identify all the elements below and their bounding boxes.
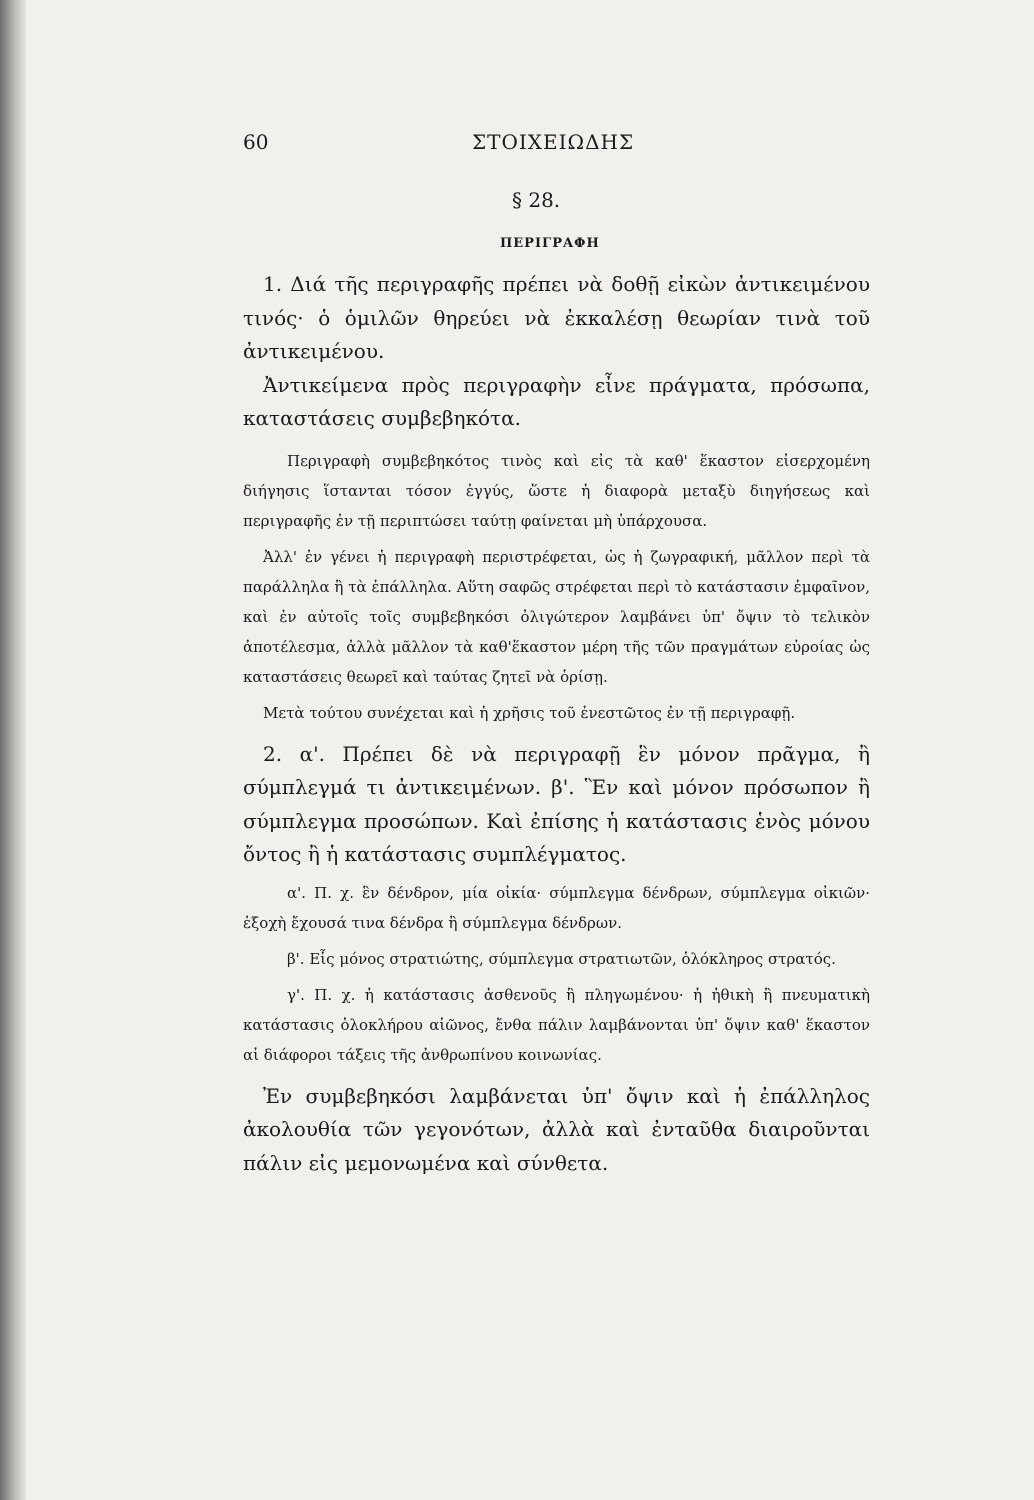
paragraph-2: Ἀντικείμενα πρὸς περιγραφὴν εἶνε πράγματα, πρόσωπα, καταστάσεις συμβεβηκότα. [243,372,870,430]
body-text [243,268,870,1180]
paragraph-10: Ἐν συμβεβηκόσι λαμβάνεται ὑπ' ὄψιν καὶ ἡ ἐπάλληλος ἀκολουθία τῶν γεγονότων, ἀλλὰ καὶ ἐνταῦθα διαιροῦνται πάλιν εἰς μεμονωμένα καὶ σύνθετα. [243,1083,870,1175]
section-number: § 28. [512,188,561,212]
paragraph-4: Ἀλλ' ἐν γένει ἡ περιγραφὴ περιστρέφεται, ὡς ἡ ζωγραφική, μᾶλλον περὶ τὰ παράλληλα ἢ τὰ ἐπάλληλα. Αὕτη σαφῶς στρέφεται περὶ τὸ κατάστασιν ἐμφαῖνον, καὶ ἐν αὐτοῖς τοῖς συμβεβηκόσι ὀλιγώτερον λαμβάνει ὑπ' ὄψιν τὸ τελικὸν ἀποτέλεσμα, ἀλλὰ μᾶλλον τὰ καθ'ἕκαστον μέρη τῆς τῶν πραγμάτων εὐροίας ὡς καταστάσεις θεωρεῖ καὶ ταύτας ζητεῖ νὰ ὁρίσῃ. [243,547,870,686]
paragraph-6: 2. α'. Πρέπει δὲ νὰ περιγραφῇ ἓν μόνον πρᾶγμα, ἢ σύμπλεγμά τι ἀντικειμένων. β'. Ἓν καὶ μόνον πρόσωπον ἢ σύμπλεγμα προσώπων. Καὶ ἐπίσης ἡ κατάστασις ἑνὸς μόνου ὄντος ἢ ἡ κατάστασις συμπλέγματος. [243,741,870,866]
page-number: 60 [243,130,269,154]
paragraph-1: 1. Διά τῆς περιγραφῆς πρέπει νὰ δοθῇ εἰκὼν ἀντικειμένου τινός· ὁ ὁμιλῶν θηρεύει νὰ ἐκκαλέσῃ θεωρίαν τινὰ τοῦ ἀντικειμένου. [243,272,870,363]
paragraph-8: β'. Εἷς μόνος στρατιώτης, σύμπλεγμα στρατιωτῶν, ὁλόκληρος στρατός. [287,949,836,968]
section-title: ΠΕΡΙΓΡΑΦΗ [500,236,600,251]
paragraph-3: Περιγραφὴ συμβεβηκότος τινὸς καὶ εἰς τὰ καθ' ἕκαστον εἰσερχομένη διήγησις ἵστανται τόσον ἐγγύς, ὥστε ἡ διαφορὰ μεταξὺ διηγήσεως καὶ περιγραφῆς ἐν τῇ περιπτώσει ταύτῃ φαίνεται μὴ ὑπάρχουσα. [243,451,870,530]
paragraph-5: Μετὰ τούτου συνέχεται καὶ ἡ χρῆσις τοῦ ἐνεστῶτος ἐν τῇ περιγραφῇ. [263,703,796,722]
page-header [243,130,870,160]
paragraph-9: γ'. Π. χ. ἡ κατάστασις ἀσθενοῦς ἢ πληγωμένου· ἡ ἠθικὴ ἢ πνευματικὴ κατάστασις ὁλοκλήρου αἰῶνος, ἔνθα πάλιν λαμβάνονται ὑπ' ὄψιν καθ' ἕκαστον αἱ διάφοροι τάξεις τῆς ἀνθρωπίνου κοινωνίας. [243,985,870,1064]
page-spine-shadow [0,0,26,1500]
paragraph-7: α'. Π. χ. ἓν δένδρον, μία οἰκία· σύμπλεγμα δένδρων, σύμπλεγμα οἰκιῶν· ἐξοχὴ ἔχουσά τινα δένδρα ἢ σύμπλεγμα δένδρων. [243,883,870,932]
running-title: ΣΤΟΙΧΕΙΩΔΗΣ [472,130,635,154]
